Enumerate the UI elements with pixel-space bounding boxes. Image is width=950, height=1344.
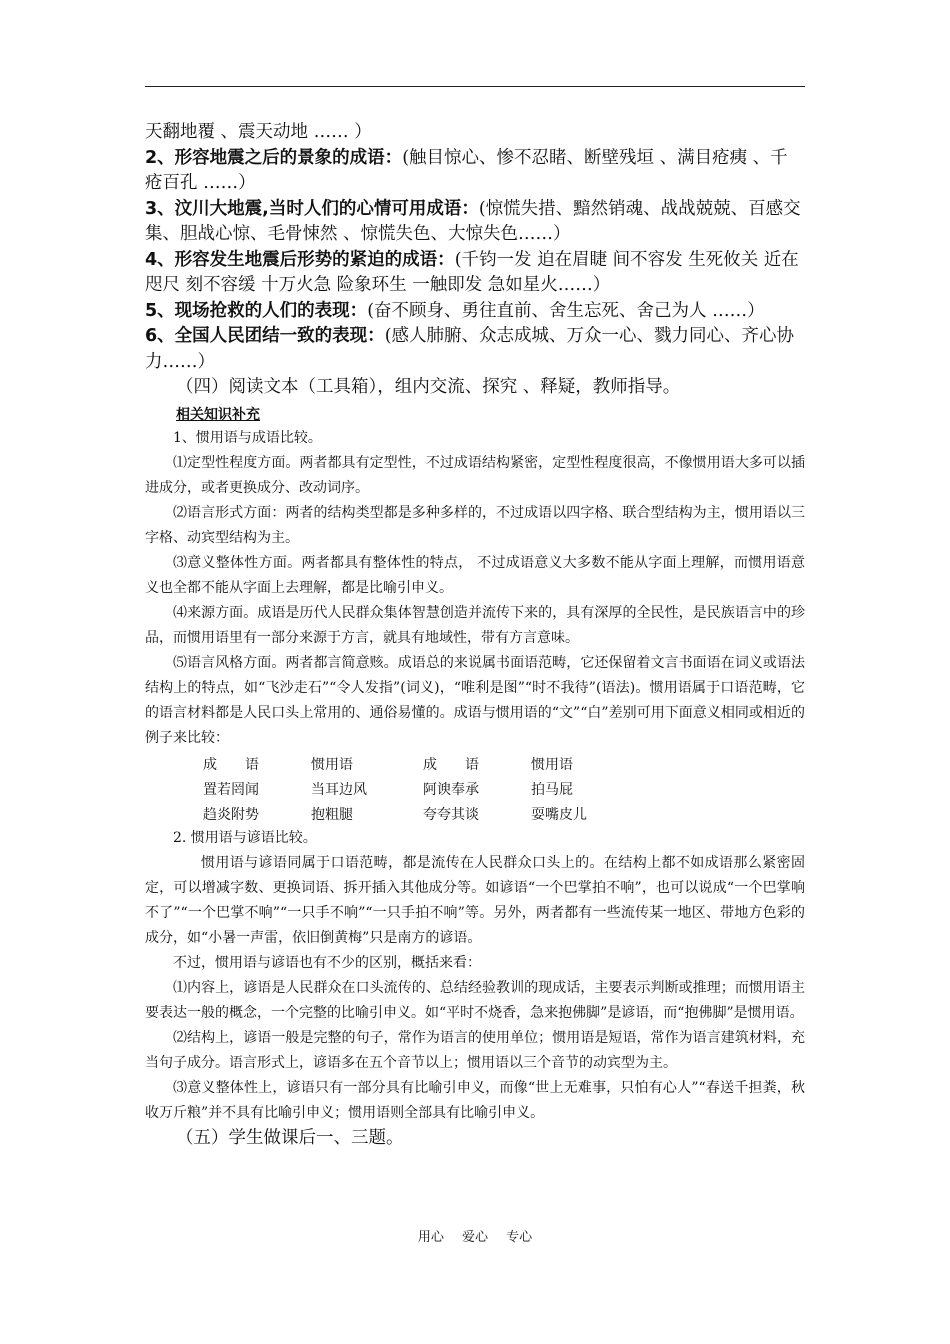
page-footer: 用心 爱心 专心 bbox=[417, 1230, 533, 1245]
table-header-cell: 惯用语 bbox=[531, 756, 573, 773]
document-body bbox=[145, 120, 805, 1151]
continued-line: 天翻地覆 、震天动地 …… ） bbox=[145, 122, 372, 142]
part1-point: ⑵语言形式方面：两者的结构类型都是多种多样的，不过成语以四字格、联合型结构为主，惯用语以三字格、动宾型结构为主。 bbox=[145, 505, 805, 546]
table-cell: 抱粗腿 bbox=[311, 806, 353, 823]
part1-point: ⑶意义整体性方面。两者都具有整体性的特点， 不过成语意义大多数不能从字面上理解，而惯用语意义也全都不能从字面上去理解，都是比喻引申义。 bbox=[145, 555, 805, 596]
part2-point: ⑴内容上，谚语是人民群众在口头流传的、总结经验教训的现成话，主要表示判断或推理；而惯用语主要表达一般的概念，一个完整的比喻引申义。如“平时不烧香，急来抱佛脚”是谚语，而“抱佛脚”是惯用语。 bbox=[145, 980, 805, 1021]
part1-point: ⑴定型性程度方面。两者都具有定型性，不过成语结构紧密，定型性程度很高，不像惯用语大多可以插进成分，或者更换成分、改动词序。 bbox=[145, 455, 805, 496]
table-cell: 阿谀奉承 bbox=[423, 781, 479, 798]
table-header-cell: 成 语 bbox=[203, 756, 259, 773]
table-cell: 趋炎附势 bbox=[203, 806, 259, 823]
table-row bbox=[203, 801, 631, 826]
header-rule bbox=[145, 86, 805, 87]
idiom-item-2: 2、形容地震之后的景象的成语：(触目惊心、惨不忍睹、断壁残垣 、满目疮痍 、千疮百孔 ……） bbox=[145, 147, 788, 193]
idiom-item-3: 3、汶川大地震,当时人们的心情可用成语：(惊慌失措、黯然销魂、战战兢兢、百感交集、胆战心惊、毛骨悚然 、惊慌失色、大惊失色……） bbox=[145, 198, 801, 244]
table-header-cell: 惯用语 bbox=[311, 756, 353, 773]
table-header-row bbox=[203, 751, 631, 776]
table-header-cell: 成 语 bbox=[423, 756, 479, 773]
table-cell: 置若罔闻 bbox=[203, 781, 259, 798]
table-row bbox=[203, 776, 631, 801]
part2-intro: 惯用语与谚语同属于口语范畴，都是流传在人民群众口头上的。在结构上都不如成语那么紧密固定，可以增减字数、更换词语、拆开插入其他成分等。如谚语“一个巴掌拍不响”，也可以说成“一个巴掌响不了”“一个巴掌不响”“一只手不响”“一只手拍不响”等。另外，两者都有一些流传某一地区、带地方色彩的成分，如“小暑一声雷，依旧倒黄梅”只是南方的谚语。 bbox=[145, 855, 805, 946]
section-4-heading: （四）阅读文本（工具箱），组内交流、探究 、释疑，教师指导。 bbox=[176, 377, 681, 397]
table-cell: 夸夸其谈 bbox=[423, 806, 479, 823]
section-5-heading: （五）学生做课后一、三题。 bbox=[176, 1128, 404, 1148]
table-cell: 耍嘴皮儿 bbox=[531, 806, 587, 823]
idiom-item-5: 5、现场抢救的人们的表现：(奋不顾身、勇往直前、舍生忘死、舍己为人 ……） bbox=[145, 300, 765, 321]
table-cell: 拍马屁 bbox=[531, 781, 573, 798]
part2-point: ⑶意义整体性上，谚语只有一部分具有比喻引申义，而像“世上无难事，只怕有心人”“春送千担粪，秋收万斤粮”并不具有比喻引申义；惯用语则全部具有比喻引申义。 bbox=[145, 1080, 805, 1121]
part2-point: ⑵结构上，谚语一般是完整的句子，常作为语言的使用单位；惯用语是短语，常作为语言建筑材料，充当句子成分。语言形式上，谚语多在五个音节以上；惯用语以三个音节的动宾型为主。 bbox=[145, 1030, 805, 1071]
part2-intro: 不过，惯用语与谚语也有不少的区别，概括来看： bbox=[173, 955, 481, 971]
part1-title: 1、惯用语与成语比较。 bbox=[173, 430, 322, 446]
comparison-table bbox=[203, 751, 631, 826]
idiom-item-4: 4、形容发生地震后形势的紧迫的成语：(千钧一发 迫在眉睫 间不容发 生死攸关 近在咫尺 刻不容缓 十万火急 险象环生 一触即发 急如星火……） bbox=[145, 249, 799, 295]
part1-point: ⑸语言风格方面。两者都言简意赅。成语总的来说属书面语范畴，它还保留着文言书面语在词义或语法结构上的特点，如“飞沙走石”“令人发指”(词义)，“唯利是图”“时不我待”(语法)。惯用语属于口语范畴，它的语言材料都是人民口头上常用的、通俗易懂的。成语与惯用语的“文”“白”差别可用下面意义相同或相近的例子来比较： bbox=[145, 655, 805, 746]
part2-title: 2. 惯用语与谚语比较。 bbox=[173, 830, 317, 846]
table-cell: 当耳边风 bbox=[311, 781, 367, 798]
part1-point: ⑷来源方面。成语是历代人民群众集体智慧创造并流传下来的，具有深厚的全民性，是民族语言中的珍品，而惯用语里有一部分来源于方言，就具有地域性，带有方言意味。 bbox=[145, 605, 805, 646]
supplement-title: 相关知识补充 bbox=[176, 407, 260, 423]
idiom-item-6: 6、全国人民团结一致的表现：(感人肺腑、众志成城、万众一心、戮力同心、齐心协力……） bbox=[145, 326, 795, 372]
